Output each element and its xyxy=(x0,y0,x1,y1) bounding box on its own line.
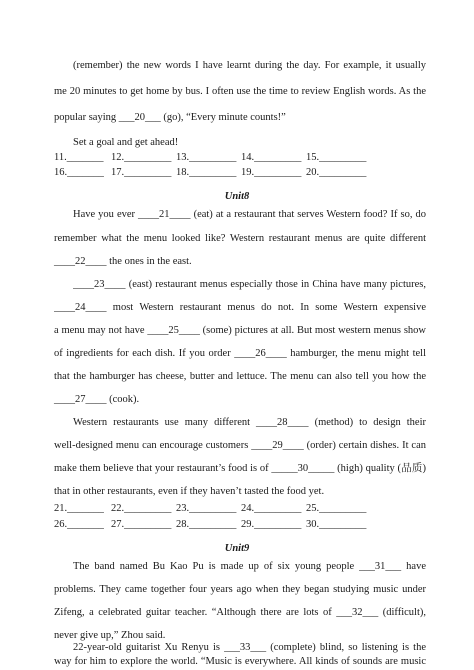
text-line: of ingredients for each dish. If you order ____26____ hamburger, the menu might tell xyxy=(54,348,426,359)
answer-blank: 22._________ xyxy=(111,503,172,514)
text-line: well-designed menu can encourage customers ____29____ (order) certain dishes. It can xyxy=(54,440,426,451)
answer-row xyxy=(54,518,426,531)
text-line: make them believe that your restaurant’s food is of _____30_____ (high) quality (品质) xyxy=(54,463,426,474)
answer-row xyxy=(54,502,426,515)
text-line: Have you ever ____21____ (eat) at a restaurant that serves Western food? If so, do xyxy=(73,209,426,220)
answer-blank: 21._______ xyxy=(54,503,104,514)
answer-row xyxy=(54,166,426,179)
text-line: Zifeng, a celebrated guitar teacher. “Although there are lots of ___32___ (difficult), xyxy=(54,607,426,618)
answer-blank: 11._______ xyxy=(54,152,104,163)
text-line: Western restaurants use many different ____28____ (method) to design their xyxy=(73,417,426,428)
answer-blank: 30._________ xyxy=(306,519,367,530)
answer-blank: 17._________ xyxy=(111,167,172,178)
text-line: never give up,” Zhou said. xyxy=(54,630,166,641)
text-line: problems. They came together four years ago when they began studying music under xyxy=(54,584,426,595)
section-heading: Unit9 xyxy=(224,543,250,554)
text-line: ____22____ the ones in the east. xyxy=(54,256,192,267)
answer-blank: 28._________ xyxy=(176,519,237,530)
text-line: a menu may not have ____25____ (some) pictures at all. But most western menus show xyxy=(54,325,426,336)
answer-blank: 20._________ xyxy=(306,167,367,178)
text-line: Set a goal and get ahead! xyxy=(73,137,179,148)
answer-blank: 23._________ xyxy=(176,503,237,514)
answer-blank: 27._________ xyxy=(111,519,172,530)
text-line: 22-year-old guitarist Xu Renyu is ___33___ (complete) blind, so listening is the xyxy=(73,642,426,653)
answer-blank: 25._________ xyxy=(306,503,367,514)
text-line: that the hamburger has cheese, butter and lettuce. The menu can also tell you how the xyxy=(54,371,426,382)
answer-blank: 26._______ xyxy=(54,519,104,530)
answer-row xyxy=(54,151,426,164)
answer-blank: 29._________ xyxy=(241,519,302,530)
text-line: popular saying ___20___ (go), “Every minute counts!” xyxy=(54,112,286,123)
text-line: me 20 minutes to get home by bus. I often use the time to review English words. As the xyxy=(54,86,426,97)
text-line: that in other restaurants, even if they haven’t tasted the food yet. xyxy=(54,486,325,497)
text-line: way for him to explore the world. “Music is everywhere. All kinds of sounds are music xyxy=(54,656,426,667)
text-line: ____27____ (cook). xyxy=(54,394,140,405)
answer-blank: 19._________ xyxy=(241,167,302,178)
text-line: remember what the menu looked like? Western restaurant menus are quite different xyxy=(54,233,426,244)
section-heading: Unit8 xyxy=(224,191,250,202)
text-line: (remember) the new words I have learnt during the day. For example, it usually xyxy=(73,60,426,71)
answer-blank: 16._______ xyxy=(54,167,104,178)
answer-blank: 15._________ xyxy=(306,152,367,163)
text-line: ____23____ (east) restaurant menus especially those in China have many pictures, xyxy=(73,279,426,290)
answer-blank: 24._________ xyxy=(241,503,302,514)
text-line: The band named Bu Kao Pu is made up of six young people ___31___ have xyxy=(73,561,426,572)
answer-blank: 18._________ xyxy=(176,167,237,178)
answer-blank: 12._________ xyxy=(111,152,172,163)
answer-blank: 13._________ xyxy=(176,152,237,163)
answer-blank: 14._________ xyxy=(241,152,302,163)
text-line: ____24____ most Western restaurant menus do not. In some Western expensive xyxy=(54,302,426,313)
